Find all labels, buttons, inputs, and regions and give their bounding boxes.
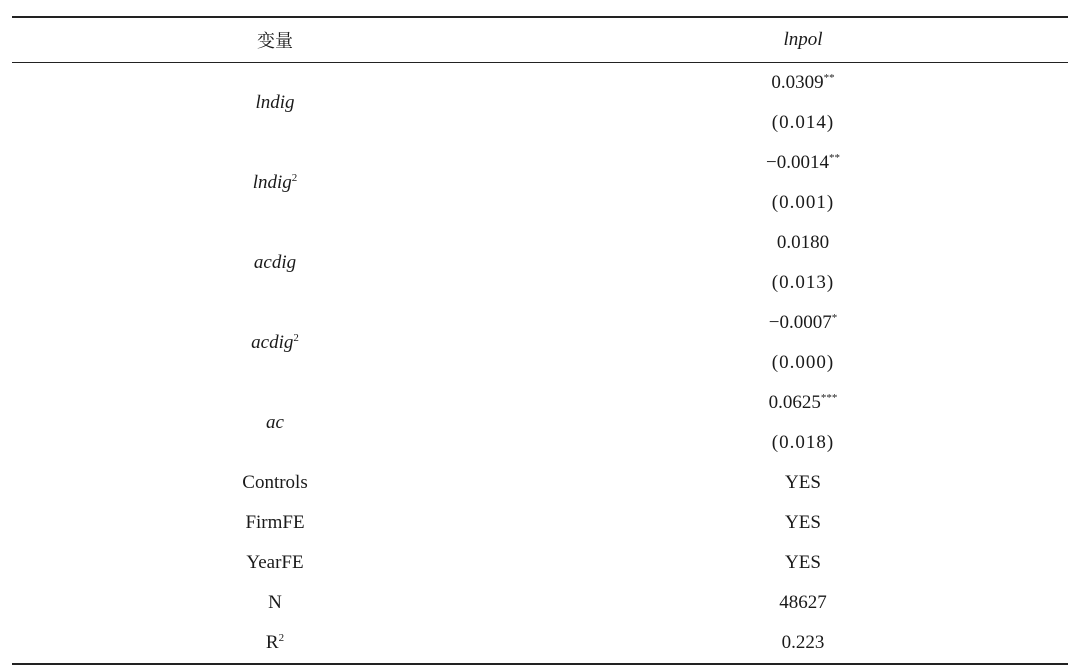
- coefficient-cell: [538, 303, 1068, 343]
- table-row-stat: [12, 543, 1068, 583]
- header-variable: 变量: [12, 17, 538, 63]
- stat-label: $R^2$: [12, 623, 538, 664]
- table-row-coef: [12, 383, 1068, 423]
- stat-label: N: [268, 592, 282, 613]
- variable-name-cell: [12, 223, 538, 303]
- stat-value: YES: [785, 472, 821, 493]
- table-row-coef: [12, 63, 1068, 104]
- stat-label: FirmFE: [245, 512, 305, 533]
- coefficient-value: 0.0625: [768, 392, 821, 413]
- regression-table: [12, 16, 1068, 665]
- standard-error-cell: [538, 423, 1068, 463]
- coefficient-cell: [538, 63, 1068, 104]
- standard-error-value: (0.018): [771, 432, 835, 453]
- table-header-row: [12, 17, 1068, 63]
- standard-error-value: (0.013): [771, 272, 835, 293]
- coefficient-cell: [538, 223, 1068, 263]
- variable-name-cell: [12, 143, 538, 223]
- variable-name-cell: [12, 303, 538, 383]
- standard-error-cell: [538, 263, 1068, 303]
- table-row-coef: [12, 303, 1068, 343]
- standard-error-cell: [538, 343, 1068, 383]
- table-row-stat: [12, 463, 1068, 503]
- stat-value: 48627: [779, 592, 827, 613]
- variable-name-cell: [12, 383, 538, 463]
- significance-stars: **: [823, 72, 835, 84]
- coefficient-value: −0.0014: [766, 152, 829, 173]
- table-row-stat: [12, 583, 1068, 623]
- standard-error-value: (0.001): [771, 192, 835, 213]
- stat-value: YES: [785, 552, 821, 573]
- table-row-coef: [12, 143, 1068, 183]
- variable-superscript: 2: [291, 172, 298, 184]
- coefficient-cell: [538, 143, 1068, 183]
- stat-label: YearFE: [246, 552, 304, 573]
- significance-stars: ***: [820, 392, 838, 404]
- regression-table-container: [12, 16, 1068, 665]
- coefficient-value: 0.0180: [776, 232, 830, 253]
- variable-name: lndig: [252, 172, 292, 193]
- standard-error-cell: [538, 103, 1068, 143]
- coefficient-value: 0.0309: [771, 72, 824, 93]
- variable-name-cell: [12, 63, 538, 144]
- variable-name: acdig: [253, 252, 297, 273]
- table-row-stat: [12, 503, 1068, 543]
- standard-error-cell: [538, 183, 1068, 223]
- standard-error-value: (0.000): [771, 352, 835, 373]
- significance-stars: **: [828, 152, 840, 164]
- header-dependent: lnpol: [538, 17, 1068, 63]
- stat-label: Controls: [242, 472, 308, 493]
- table-row-coef: [12, 223, 1068, 263]
- coefficient-value: −0.0007: [768, 312, 832, 333]
- coefficient-cell: [538, 383, 1068, 423]
- variable-name: lndig: [255, 92, 295, 113]
- stat-value: YES: [785, 512, 821, 533]
- table-row-stat: [12, 623, 1068, 664]
- variable-name: ac: [266, 412, 284, 433]
- variable-name: acdig: [251, 332, 294, 353]
- stat-value: 0.223: [538, 623, 1068, 664]
- significance-stars: *: [831, 312, 838, 324]
- standard-error-value: (0.014): [771, 112, 835, 133]
- variable-superscript: 2: [293, 332, 299, 344]
